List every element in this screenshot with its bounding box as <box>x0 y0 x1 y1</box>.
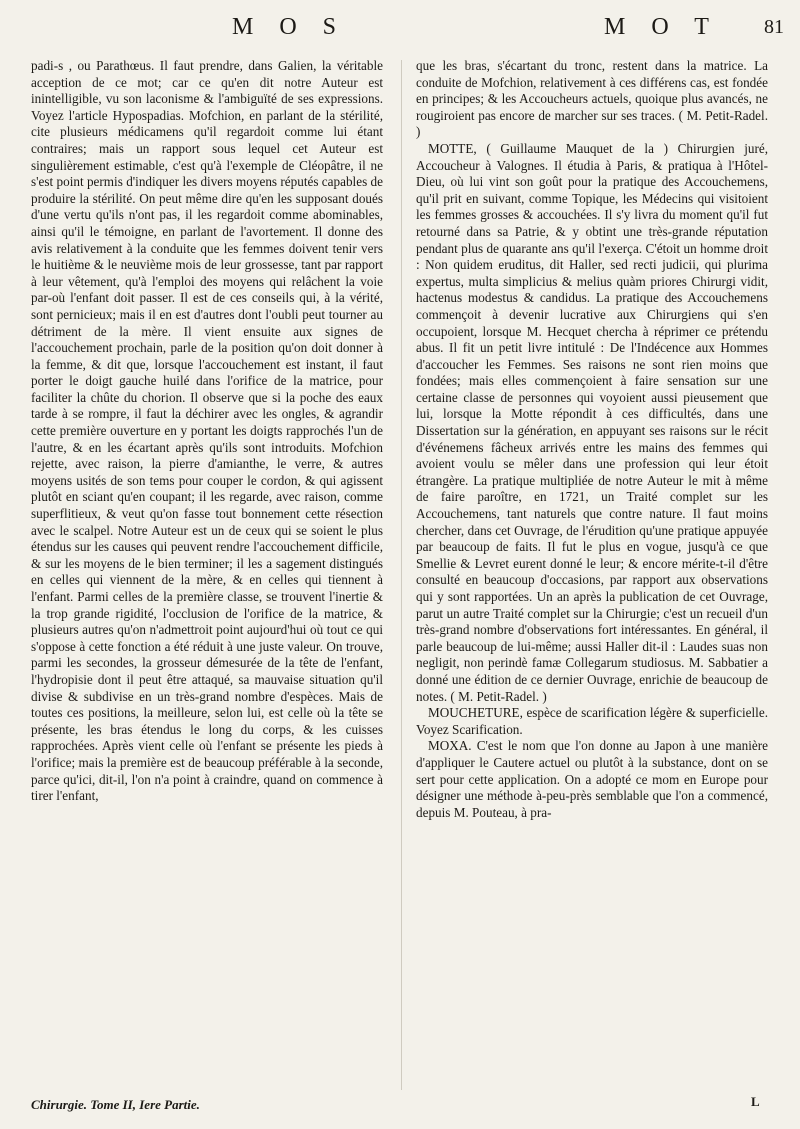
paragraph: padi-s , ou Parathœus. Il faut prendre, dans Galien, la véritable acception de ce mot; car ce qu'en dit notre Auteur est inintelligible, vu son laconisme & l'ambiguïté de ses expressions. Voyez l'article Hypospadias. Mofchion, en parlant de la stérilité, cite plusieurs médicamens qu'il regardoit comme lui étant contraires; mais un rapport sous lequel cet Auteur est singulièrement estimable, c'est qu'à l'exemple de Cléopâtre, il ne s'est point permis d'indiquer les divers moyens réputés capables de produire la stérilité. On peut même dire qu'en les supposant doués d'une vertu qu'ils n'ont pas, il les regardoit comme abominables, ainsi qu'il le témoigne, en parlant de l'avortement. Il donne des avis relativement à la conduite que les femmes doivent tenir vers le huitième & le neuvième mois de leur grossesse, tant par rapport à leur vêtement, qu'à l'emploi des moyens qui relâchent la voie par-où l'enfant doit passer. Il est de ces conseils qui, à la vérité, sont pernicieux; mais il en est d'autres dont l'oubli peut tourner au détriment de la mère. Il vient ensuite aux signes de l'accouchement prochain, parle de la position qu'on doit donner à la femme, & dit que, lorsque l'accouchement est instant, il faut porter le doigt gauche huilé dans l'orifice de la matrice, pour faciliter la chûte du chorion. Il observe que si la poche des eaux tarde à se rompre, il faut la déchirer avec les ongles, & agrandir cette première ouverture en y portant les doigts rapprochés l'un de l'autre, & en les écartant après qu'ils sont introduits. Mofchion rejette, avec raison, la pierre d'amianthe, le verre, & autres moyens usités de son tems pour couper le cordon, & qui agissent plutôt en sciant qu'en coupant; il les regarde, avec raison, comme superflitieux, & veut qu'on fasse tout bonnement cette résection avec le scalpel. Notre Auteur est un de ceux qui se soient le plus étendus sur les causes qui peuvent rendre l'accouchement difficile, & sur les moyens de le bien terminer; il les a sagement distingués en celles qui viennent de la mère, & en celles qui tiennent à l'enfant. Parmi celles de la première classe, se trouvent l'inertie & la trop grande rigidité, l'occlusion de l'orifice de la matrice, & plusieurs autres qu'on n'admettroit point aujourd'hui où tout ce qui s'oppose à cette fonction a été réduit à une juste valeur. On trouve, parmi les secondes, la grosseur démesurée de la tête de l'enfant, l'hydropisie dont il peut être attaqué, sa mauvaise situation qu'il divise & subdivise en un très-grand nombre d'espèces. Mais de toutes ces positions, la meilleure, selon lui, est celle où la tête se présente, les bras étendus le long du corps, & les cuisses rapprochées. Après vient celle où l'enfant se présente les pieds à l'orifice; mais la première est de beaucoup préférable à la seconde, parce qu'ici, dit-il, l'on n'a point à craindre, quand on commence à tirer l'enfant, <box>31 58 383 804</box>
running-head-right: M O T <box>604 14 719 40</box>
footer <box>31 1094 760 1113</box>
paragraph: MOTTE, ( Guillaume Mauquet de la ) Chirurgien juré, Accoucheur à Valognes. Il étudia à Paris, & pratiqua à l'Hôtel-Dieu, où lui vint son goût pour la pratique des Accouchemens, qu'il prit en suivant, comme Topique, les Médecins qui visitoient les femmes grosses & accouchées. Il s'y livra du moment qu'il fut retourné dans sa Patrie, & y obtint une très-grande réputation pendant plus de quarante ans qu'il l'exerça. C'étoit un homme droit : Non quidem eruditus, dit Haller, sed recti judicii, qui plurima expertus, multa simplicius & melius quàm priores Chirurgi vidit, hactenus modestus & candidus. La pratique des Accouchemens commençoit à devenir lucrative aux Chirurgiens qui s'en occupoient, lorsque M. Hecquet chercha à réprimer ce prétendu abus. Il fit un petit livre intitulé : De l'Indécence aux Hommes d'accoucher les Femmes. Ses raisons ne sont rien moins que fondées; mais elles commençoient à faire sensation sur une certaine classe de personnes qui voyoient aussi pieusement que lui, lorsque la Motte répondit à ces difficultés, dans une Dissertation sur la génération, en appuyant ses raisons sur le récit d'événemens fâcheux arrivés entre les mains des femmes qui avoient voulu se mêler dans une profession qui leur étoit étrangère. La pratique multipliée de notre Auteur le mit à même de faire paroître, en 1721, un Traité complet sur les Accouchemens, tant naturels que contre nature. Il faut moins chercher, dans cet Ouvrage, de l'érudition qu'une pratique appuyée par beaucoup de faits. Il fut le plus en vogue, jusqu'à ce que Smellie & Levret eurent donné le leur; & encore mérite-t-il d'être consulté en beaucoup d'occasions, par rapport aux observations qui y sont rapportées. Un an après la publication de cet Ouvrage, parut un autre Traité complet sur la Chirurgie; c'est un recueil d'un très-grand nombre d'observations fort intéressantes. En général, il parle beaucoup de lui-même; aussi Haller dit-il : Laudes suas non negligit, non perindè famæ Collegarum studiosus. M. Sabbatier a donné une édition de ce dernier Ouvrage, enrichie de beaucoup de notes. ( M. Petit-Radel. ) <box>416 140 768 704</box>
right-column <box>416 58 768 1088</box>
left-column <box>31 58 383 1088</box>
page-number: 81 <box>764 16 784 38</box>
paragraph: MOXA. C'est le nom que l'on donne au Japon à une manière d'appliquer le Cautere actuel ou plutôt à la substance, dont on se sert pour cette application. On a adopté ce mom en Europe pour désigner une méthode à-peu-près semblable que l'on a commencé, depuis M. Pouteau, à pra- <box>416 738 768 820</box>
paragraph: que les bras, s'écartant du tronc, restent dans la matrice. La conduite de Mofchion, relativement à ces différens cas, est fondée en principes; & les Accoucheurs actuels, quoique plus avancés, ne rougiroient pas encore de marcher sur ses traces. ( M. Petit-Radel. ) <box>416 58 768 140</box>
column-divider <box>401 60 402 1090</box>
running-header <box>0 14 800 54</box>
running-head-left: M O S <box>232 14 347 40</box>
footer-title: Chirurgie. Tome II, Iere Partie. <box>31 1097 200 1112</box>
signature-mark: L <box>751 1094 760 1109</box>
paragraph: MOUCHETURE, espèce de scarification légère & superficielle. Voyez Scarification. <box>416 705 768 737</box>
